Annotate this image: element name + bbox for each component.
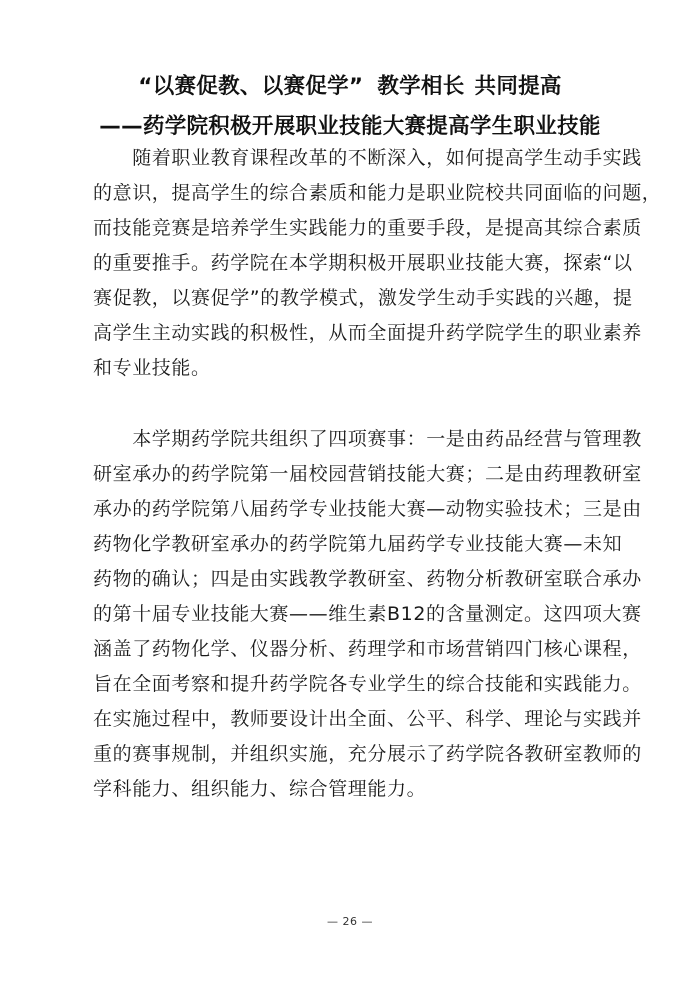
- paragraph-line: 旨在全面考察和提升药学院各专业学生的综合技能和实践能力。: [93, 673, 642, 695]
- page-number: — 26 —: [327, 915, 373, 928]
- paragraph-line: 涵盖了药物化学、仪器分析、药理学和市场营销四门核心课程，: [93, 638, 642, 660]
- paragraph-line: 和专业技能。: [93, 357, 211, 379]
- paragraph-line: 的重要推手。药学院在本学期积极开展职业技能大赛，探索“以: [93, 252, 633, 274]
- paragraph-line: 药物的确认；四是由实践教学教研室、药物分析教研室联合承办: [93, 568, 642, 590]
- document-title-line1: [0, 69, 700, 100]
- paragraph-line: 随着职业教育课程改革的不断深入，如何提高学生动手实践: [93, 147, 642, 169]
- paragraph-line: 的意识，提高学生的综合素质和能力是职业院校共同面临的问题，: [93, 182, 662, 204]
- paragraph-line: 的第十届专业技能大赛——维生素B12的含量测定。这四项大赛: [93, 603, 642, 625]
- document-subtitle: ——药学院积极开展职业技能大赛提高学生职业技能: [99, 114, 601, 139]
- paragraph-line: 本学期药学院共组织了四项赛事：一是由药品经营与管理教: [93, 428, 642, 450]
- paragraph-line: 重的赛事规制，并组织实施，充分展示了药学院各教研室教师的: [93, 743, 642, 765]
- title-phrase-1: 教学相长: [377, 74, 465, 99]
- paragraph-line: 承办的药学院第八届药学专业技能大赛—动物实验技术；三是由: [93, 498, 642, 520]
- paragraph-line: 高学生主动实践的积极性，从而全面提升药学院学生的职业素养: [93, 322, 642, 344]
- paragraph-line: 而技能竞赛是培养学生实践能力的重要手段，是提高其综合素质: [93, 217, 642, 239]
- title-phrase-2: 共同提高: [474, 74, 562, 99]
- paragraph-line: 研室承办的药学院第一届校园营销技能大赛；二是由药理教研室: [93, 463, 642, 485]
- paragraph-2: [93, 422, 642, 807]
- paragraph-line: 药物化学教研室承办的药学院第九届药学专业技能大赛—未知: [93, 533, 623, 555]
- paragraph-line: 赛促教，以赛促学”的教学模式，激发学生动手实践的兴趣，提: [93, 287, 633, 309]
- paragraph-line: 在实施过程中，教师要设计出全面、公平、科学、理论与实践并: [93, 708, 642, 730]
- title-slogan: “以赛促教、以赛促学”: [138, 74, 364, 99]
- paragraph-1: [93, 141, 662, 386]
- paragraph-line: 学科能力、组织能力、综合管理能力。: [93, 778, 427, 800]
